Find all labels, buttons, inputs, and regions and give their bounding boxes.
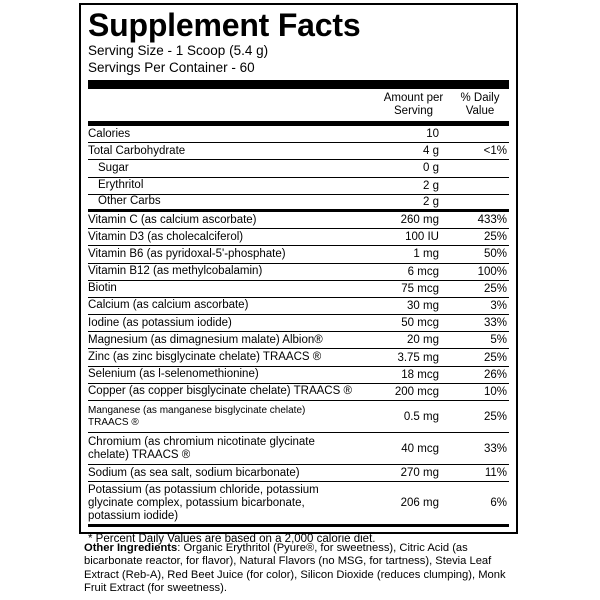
table-row: Erythritol 2 g bbox=[88, 178, 509, 195]
table-row: Total Carbohydrate 4 g <1% bbox=[88, 143, 509, 160]
table-row: Biotin 75 mcg 25% bbox=[88, 281, 509, 298]
table-row: Copper (as copper bisglycinate chelate) TRAACS ® 200 mcg 10% bbox=[88, 384, 509, 401]
table-row: Zinc (as zinc bisglycinate chelate) TRAACS ® 3.75 mg 25% bbox=[88, 349, 509, 366]
table-row: Sugar 0 g bbox=[88, 160, 509, 177]
table-row: Potassium (as potassium chloride, potassium glycinate complex, potassium bicarbonate, potassium iodide) 206 mg 6% bbox=[88, 482, 509, 527]
nutrient-table bbox=[88, 126, 509, 527]
table-row: Other Carbs 2 g bbox=[88, 195, 509, 212]
table-row: Selenium (as l-selenomethionine) 18 mcg 26% bbox=[88, 367, 509, 384]
serving-size: Serving Size - 1 Scoop (5.4 g) bbox=[88, 43, 269, 58]
supplement-facts-panel bbox=[79, 3, 518, 546]
other-ingredients-label: Other Ingredients bbox=[84, 542, 178, 554]
amount-header: Amount per Serving bbox=[383, 92, 444, 117]
servings-per-container: Servings Per Container - 60 bbox=[88, 60, 255, 75]
column-header bbox=[88, 89, 509, 121]
table-row: Vitamin B6 (as pyridoxal-5'-phosphate) 1 mg 50% bbox=[88, 246, 509, 263]
table-row: Calories 10 bbox=[88, 126, 509, 143]
footnote: * Percent Daily Values are based on a 2,000 calorie diet. bbox=[88, 533, 376, 546]
other-ingredients bbox=[84, 542, 524, 595]
table-row: Manganese (as manganese bisglycinate chelate) TRAACS ® 0.5 mg 25% bbox=[88, 401, 509, 433]
table-row: Iodine (as potassium iodide) 50 mcg 33% bbox=[88, 315, 509, 332]
table-row: Magnesium (as dimagnesium malate) Albion® 20 mg 5% bbox=[88, 332, 509, 349]
table-row: Vitamin D3 (as cholecalciferol) 100 IU 25% bbox=[88, 229, 509, 246]
panel-title: Supplement Facts bbox=[88, 7, 361, 43]
table-row: Chromium (as chromium nicotinate glycinate chelate) TRAACS ® 40 mcg 33% bbox=[88, 433, 509, 465]
daily-value-header: % Daily Value bbox=[460, 92, 500, 117]
table-row: Calcium (as calcium ascorbate) 30 mg 3% bbox=[88, 298, 509, 315]
other-ingredients-text: : Organic Erythritol (Pyure®, for sweetness), Citric Acid (as bicarbonate reactor, for flavor), Natural Flavors (no MSG, for tartness), Stevia Leaf Extract (Reb-A), Red Beet Juice (for color), Silicon Dioxide (reduces clumping), Monk Fruit Extract (for sweetness). bbox=[84, 542, 506, 594]
table-row: Sodium (as sea salt, sodium bicarbonate) 270 mg 11% bbox=[88, 465, 509, 482]
thick-divider bbox=[88, 80, 509, 89]
table-row: Vitamin C (as calcium ascorbate) 260 mg 433% bbox=[88, 212, 509, 229]
table-row: Vitamin B12 (as methylcobalamin) 6 mcg 100% bbox=[88, 264, 509, 281]
